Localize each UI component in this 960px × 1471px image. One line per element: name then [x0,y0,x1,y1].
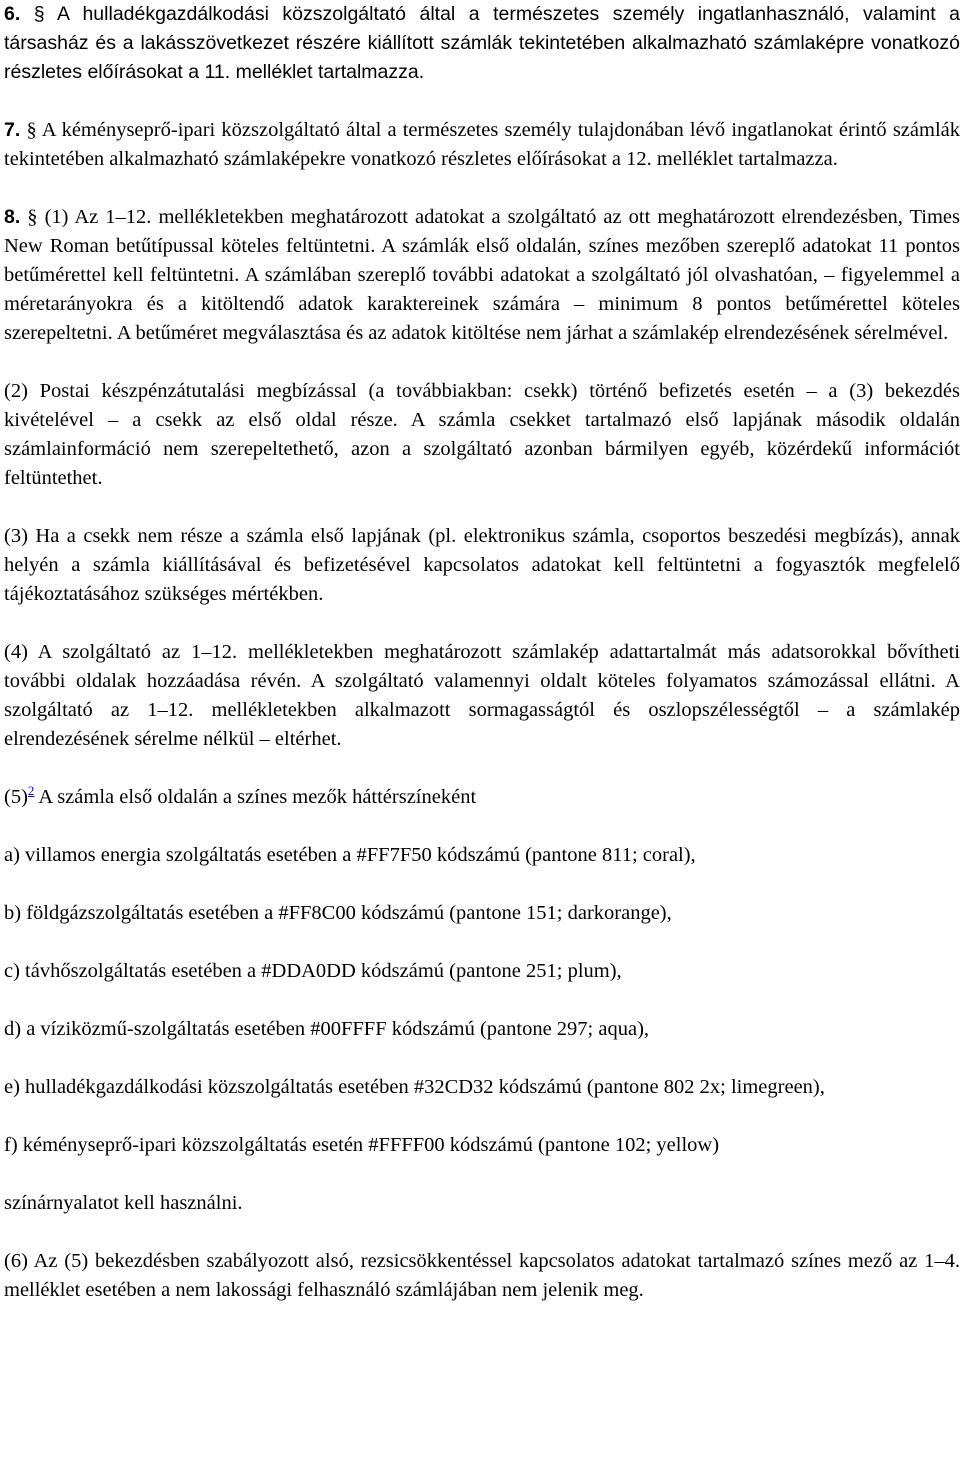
section-7 [4,116,960,174]
section-8-paragraph-1 [4,203,960,348]
spacer [4,493,960,522]
section-8-paragraph-4: (4) A szolgáltató az 1–12. mellékletekben meghatározott számlakép adattartalmát más adatsorokkal bővítheti további oldalak hozzáadása révén. A szolgáltató valamennyi oldalt köteles folyamatos számozással ellátni. A szolgáltató az 1–12. mellékletekben alkalmazott sormagasságtól és oszlopszélességtől – a számlakép elrendezésének sérelme nélkül – eltérhet. [4,641,960,750]
section-7-text: A kéményseprő-ipari közszolgáltató által a természetes személy tulajdonában lévő ingatlanokat érintő számlák tekintetében alkalmazható számlaképekre vonatkozó részletes előírásokat a 12. melléklet tartalmazza. [4,119,960,170]
spacer [4,1160,960,1189]
spacer [4,812,960,841]
spacer [4,1102,960,1131]
section-6-number: 6. [4,3,21,25]
list-item-e: e) hulladékgazdálkodási közszolgáltatás esetében #32CD32 kódszámú (pantone 802 2x; limegreen), [4,1076,825,1098]
list-item-b: b) földgázszolgáltatás esetében a #FF8C00 kódszámú (pantone 151; darkorange), [4,902,672,924]
spacer [4,870,960,899]
spacer [4,928,960,957]
paragraph-5-prefix: (5) [4,786,28,808]
list-item-c: c) távhőszolgáltatás esetében a #DDA0DD kódszámú (pantone 251; plum), [4,960,622,982]
section-8-paragraph-2: (2) Postai készpénzátutalási megbízással (a továbbiakban: csekk) történő befizetés esetén – a (3) bekezdés kivételével – a csekk az első oldal része. A számla csekket tartalmazó első lapjának második oldalán számlainformáció nem szerepeltethető, azon a szolgáltató azonban bármilyen egyéb, közérdekű információt feltüntethet. [4,380,960,489]
paragraph-5-closing: színárnyalatot kell használni. [4,1192,243,1214]
spacer [4,1218,960,1247]
section-8-p1-text: (1) Az 1–12. mellékletekben meghatározott adatokat a szolgáltató az ott meghatározott elrendezésben, Times New Roman betűtípussal köteles feltüntetni. A számlák első oldalán, színes mezőben szereplő adatokat 11 pontos betűmérettel kell feltüntetni. A számlában szereplő további adatokat a szolgáltató jól olvashatóan, – figyelemmel a méretarányokra és a kitöltendő adatok karaktereinek számára – minimum 8 pontos betűmérettel köteles szerepeltetni. A betűméret megválasztása és az adatok kitöltése nem járhat a számlakép elrendezésének sérelmével. [4,206,960,344]
spacer [4,754,960,783]
paragraph-5-text: A számla első oldalán a színes mezők háttérszíneként [34,786,477,808]
spacer [4,1044,960,1073]
section-8-paragraph-5 [4,783,960,812]
section-8-paragraph-3: (3) Ha a csekk nem része a számla első lapjának (pl. elektronikus számla, csoportos beszedési megbízás), annak helyén a számla kiállításával és befizetésével kapcsolatos adatokat kell feltüntetni a fogyasztók megfelelő tájékoztatásához szükséges mértékben. [4,525,960,605]
list-item-f: f) kéményseprő-ipari közszolgáltatás esetén #FFFF00 kódszámú (pantone 102; yellow) [4,1134,720,1156]
list-item-a: a) villamos energia szolgáltatás esetében a #FF7F50 kódszámú (pantone 811; coral), [4,844,696,866]
section-6-text: A hulladékgazdálkodási közszolgáltató által a természetes személy ingatlanhasználó, valamint a társasház és a lakásszövetkezet részére kiállított számlák tekintetében alkalmazható számlaképre vonatkozó részletes előírásokat a 11. melléklet tartalmazza. [4,3,960,83]
section-symbol: § [27,206,38,228]
section-6 [4,0,960,87]
footnote-link[interactable]: 2 [27,783,35,799]
section-8-number: 8. [4,206,21,228]
section-symbol: § [26,119,37,141]
section-7-number: 7. [4,119,21,141]
spacer [4,348,960,377]
spacer [4,986,960,1015]
section-8-paragraph-6: (6) Az (5) bekezdésben szabályozott alsó, rezsicsökkentéssel kapcsolatos adatokat tartalmazó színes mező az 1–4. melléklet esetében a nem lakossági felhasználó számlájában nem jelenik meg. [4,1250,960,1301]
spacer [4,87,960,116]
spacer [4,174,960,203]
spacer [4,609,960,638]
list-item-d: d) a víziközmű-szolgáltatás esetében #00FFFF kódszámú (pantone 297; aqua), [4,1018,650,1040]
section-symbol: § [33,3,45,25]
